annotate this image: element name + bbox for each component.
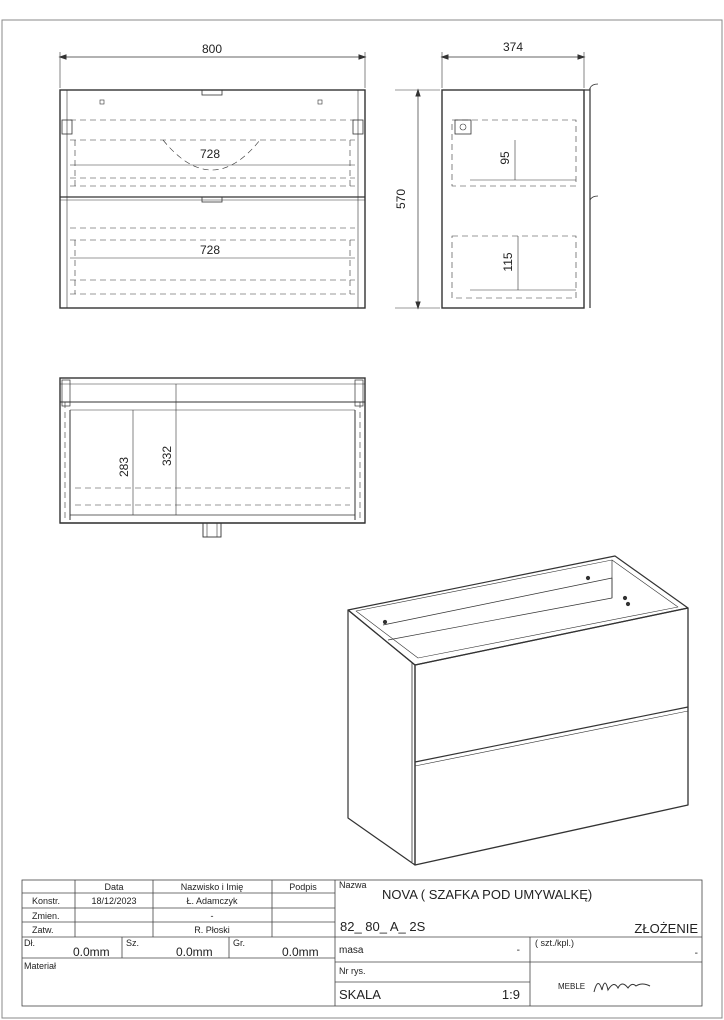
material-label: Materiał — [24, 961, 57, 971]
gr-value: 0.0mm — [282, 945, 319, 959]
masa-value: - — [516, 945, 520, 956]
zatw-name: R. Płoski — [194, 925, 230, 935]
zmien-name: - — [210, 911, 214, 921]
drawing-no-label: Nr rys. — [339, 966, 366, 976]
col-data-header: Data — [104, 882, 124, 892]
dl-label: Dł. — [24, 938, 35, 948]
logo-text: MEBLE — [558, 982, 586, 991]
name-label: Nazwa — [339, 880, 367, 890]
row-konstr-label: Konstr. — [32, 896, 61, 906]
front-width-label: 800 — [201, 42, 223, 56]
front-inner-top-label: 728 — [199, 147, 221, 161]
sz-value: 0.0mm — [176, 945, 213, 959]
assembly-label: ZŁOŻENIE — [634, 921, 698, 936]
scale-label: SKALA — [339, 987, 381, 1002]
sz-label: Sz. — [126, 938, 140, 948]
top-inner-depth-label: 283 — [117, 456, 131, 478]
masa-label: masa — [339, 945, 364, 956]
upper-drawer-label: 95 — [498, 151, 512, 165]
lower-drawer-label: 115 — [501, 252, 515, 272]
front-inner-bottom-label: 728 — [199, 243, 221, 257]
col-name-header: Nazwisko i Imię — [180, 882, 244, 892]
konstr-date: 18/12/2023 — [91, 896, 137, 906]
sheet-border — [2, 20, 722, 1018]
row-zatw-label: Zatw. — [32, 925, 54, 935]
gr-label: Gr. — [233, 938, 246, 948]
konstr-name: Ł. Adamczyk — [186, 896, 238, 906]
side-depth-label: 374 — [502, 40, 524, 54]
dl-value: 0.0mm — [73, 945, 110, 959]
qty-value: - — [694, 948, 698, 959]
product-code: 82_ 80_ A_ 2S — [340, 919, 426, 934]
isometric-view — [348, 556, 688, 865]
top-outer-depth-label: 332 — [160, 445, 174, 467]
row-zmien-label: Zmien. — [32, 911, 60, 921]
front-view — [60, 52, 365, 308]
scale-value: 1:9 — [501, 987, 520, 1002]
top-view — [60, 378, 365, 537]
title-block-text — [24, 880, 698, 1002]
side-height-label: 570 — [394, 188, 408, 210]
col-signature-header: Podpis — [289, 882, 317, 892]
qty-label: ( szt./kpl.) — [535, 938, 575, 948]
signature-logo — [594, 983, 650, 992]
side-view — [395, 52, 598, 308]
product-name: NOVA ( SZAFKA POD UMYWALKĘ) — [382, 887, 593, 902]
